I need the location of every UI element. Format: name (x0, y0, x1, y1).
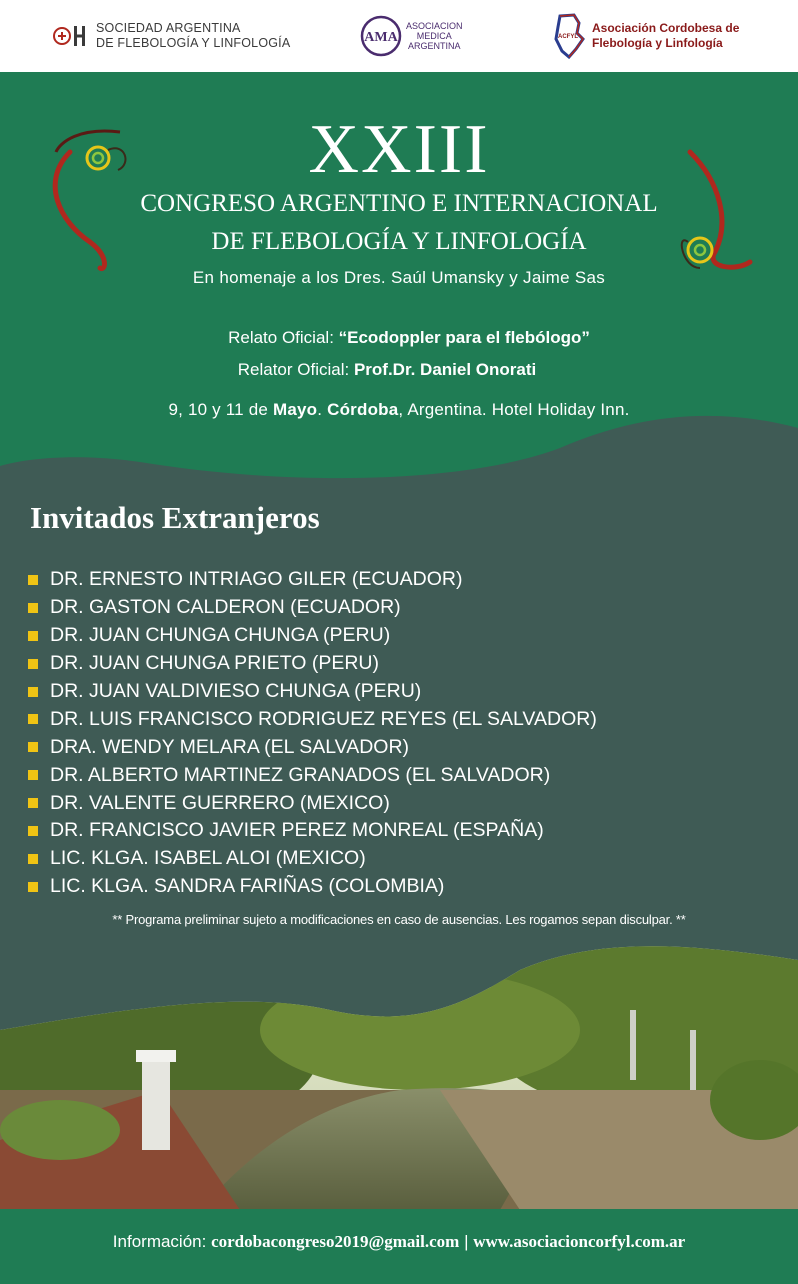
ama-seal-icon (360, 15, 402, 57)
disclaimer: ** Programa preliminar sujeto a modificaciones en caso de ausencias. Les rogamos sepan disculpar. ** (112, 912, 686, 927)
guest-item (28, 622, 597, 650)
relator-label: Relator Oficial: (237, 360, 354, 379)
footer-separator: | (459, 1232, 474, 1251)
guest-name: LIC. KLGA. ISABEL ALOI (MEXICO) (50, 847, 366, 870)
relator-value: Prof.Dr. Daniel Onorati (353, 360, 537, 379)
square-bullet-icon (28, 882, 38, 892)
ama-logo[interactable] (360, 0, 463, 72)
guest-item (28, 566, 597, 594)
fecha-sep: . (317, 400, 328, 419)
relato-oficial (10, 328, 798, 348)
acf-logo[interactable] (552, 0, 739, 72)
invitados-title: Invitados Extranjeros (30, 500, 320, 535)
contact-email-link[interactable]: cordobacongreso2019@gmail.com (211, 1232, 460, 1251)
guest-name: LIC. KLGA. SANDRA FARIÑAS (COLOMBIA) (50, 875, 445, 898)
square-bullet-icon (28, 603, 38, 613)
fecha-dias: 9, 10 y 11 de (168, 400, 273, 419)
ama-name-line3: ARGENTINA (408, 41, 461, 51)
guest-item (28, 733, 597, 761)
sfl-name-line2: DE FLEBOLOGÍA Y LINFOLOGÍA (96, 36, 291, 50)
fecha-mes: Mayo (273, 400, 318, 419)
acf-badge: ACFYL (558, 34, 578, 40)
ama-name-line2: MEDICA (416, 31, 452, 41)
guest-name: DR. JUAN VALDIVIESO CHUNGA (PERU) (50, 680, 422, 702)
relato-label: Relato Oficial: (228, 328, 339, 347)
guest-item (28, 817, 597, 845)
ama-monogram: AMA (364, 30, 398, 45)
guest-name: DR. ALBERTO MARTINEZ GRANADOS (EL SALVADOR) (50, 763, 551, 786)
guest-item (28, 789, 597, 817)
square-bullet-icon (28, 770, 38, 780)
ama-name-line1: ASOCIACION (406, 21, 463, 31)
guest-name: DR. JUAN CHUNGA PRIETO (PERU) (50, 652, 380, 675)
guest-item (28, 650, 597, 678)
fecha-ciudad: Córdoba (327, 400, 399, 419)
square-bullet-icon (28, 854, 38, 864)
event-date-location (0, 400, 798, 420)
guest-name: DR. ERNESTO INTRIAGO GILER (ECUADOR) (50, 568, 463, 591)
square-bullet-icon (28, 631, 38, 641)
relato-value: “Ecodoppler para el flebólogo” (338, 328, 590, 347)
footer-bar (0, 1209, 798, 1284)
guest-item (28, 845, 597, 873)
guest-list (28, 566, 597, 901)
sfl-name (96, 21, 290, 51)
fecha-resto: , Argentina. Hotel Holiday Inn. (398, 400, 630, 419)
acf-name-line1: Asociación Cordobesa de (592, 21, 740, 35)
square-bullet-icon (28, 659, 38, 669)
square-bullet-icon (28, 826, 38, 836)
congress-title-line2: DE FLEBOLOGÍA Y LINFOLOGÍA (211, 228, 587, 255)
guest-item (28, 678, 597, 706)
square-bullet-icon (28, 742, 38, 752)
cordoba-canal-photo (0, 940, 798, 1210)
square-bullet-icon (28, 714, 38, 724)
acf-name (592, 21, 739, 51)
guest-item (28, 761, 597, 789)
congress-title-line1: CONGRESO ARGENTINO E INTERNACIONAL (140, 190, 658, 217)
guest-name: DR. VALENTE GUERRERO (MEXICO) (50, 791, 390, 814)
square-bullet-icon (28, 687, 38, 697)
sfl-emblem-icon (52, 22, 88, 50)
square-bullet-icon (28, 575, 38, 585)
guest-name: DR. JUAN CHUNGA CHUNGA (PERU) (50, 624, 391, 647)
guest-item (28, 594, 597, 622)
acf-name-line2: Flebología y Linfología (592, 36, 723, 50)
footer-contact (0, 1232, 798, 1252)
square-bullet-icon (28, 798, 38, 808)
guest-item (28, 873, 597, 901)
edition-number: XXIII (308, 111, 490, 188)
sfl-logo[interactable] (52, 0, 290, 72)
sfl-name-line1: SOCIEDAD ARGENTINA (96, 21, 241, 35)
homenaje-text: En homenaje a los Dres. Saúl Umansky y Jaime Sas (192, 268, 606, 287)
guest-name: DR. FRANCISCO JAVIER PEREZ MONREAL (ESPAÑA) (50, 819, 544, 842)
guest-name: DR. GASTON CALDERON (ECUADOR) (50, 596, 401, 619)
ama-name (406, 21, 463, 51)
guest-name: DR. LUIS FRANCISCO RODRIGUEZ REYES (EL SALVADOR) (50, 707, 597, 730)
guest-name: DRA. WENDY MELARA (EL SALVADOR) (50, 735, 410, 758)
website-link[interactable]: www.asociacioncorfyl.com.ar (473, 1232, 686, 1251)
acf-map-icon (552, 13, 586, 59)
sponsor-header (0, 0, 798, 72)
footer-label: Información: (112, 1232, 212, 1251)
guest-item (28, 705, 597, 733)
relator-oficial (0, 360, 786, 380)
